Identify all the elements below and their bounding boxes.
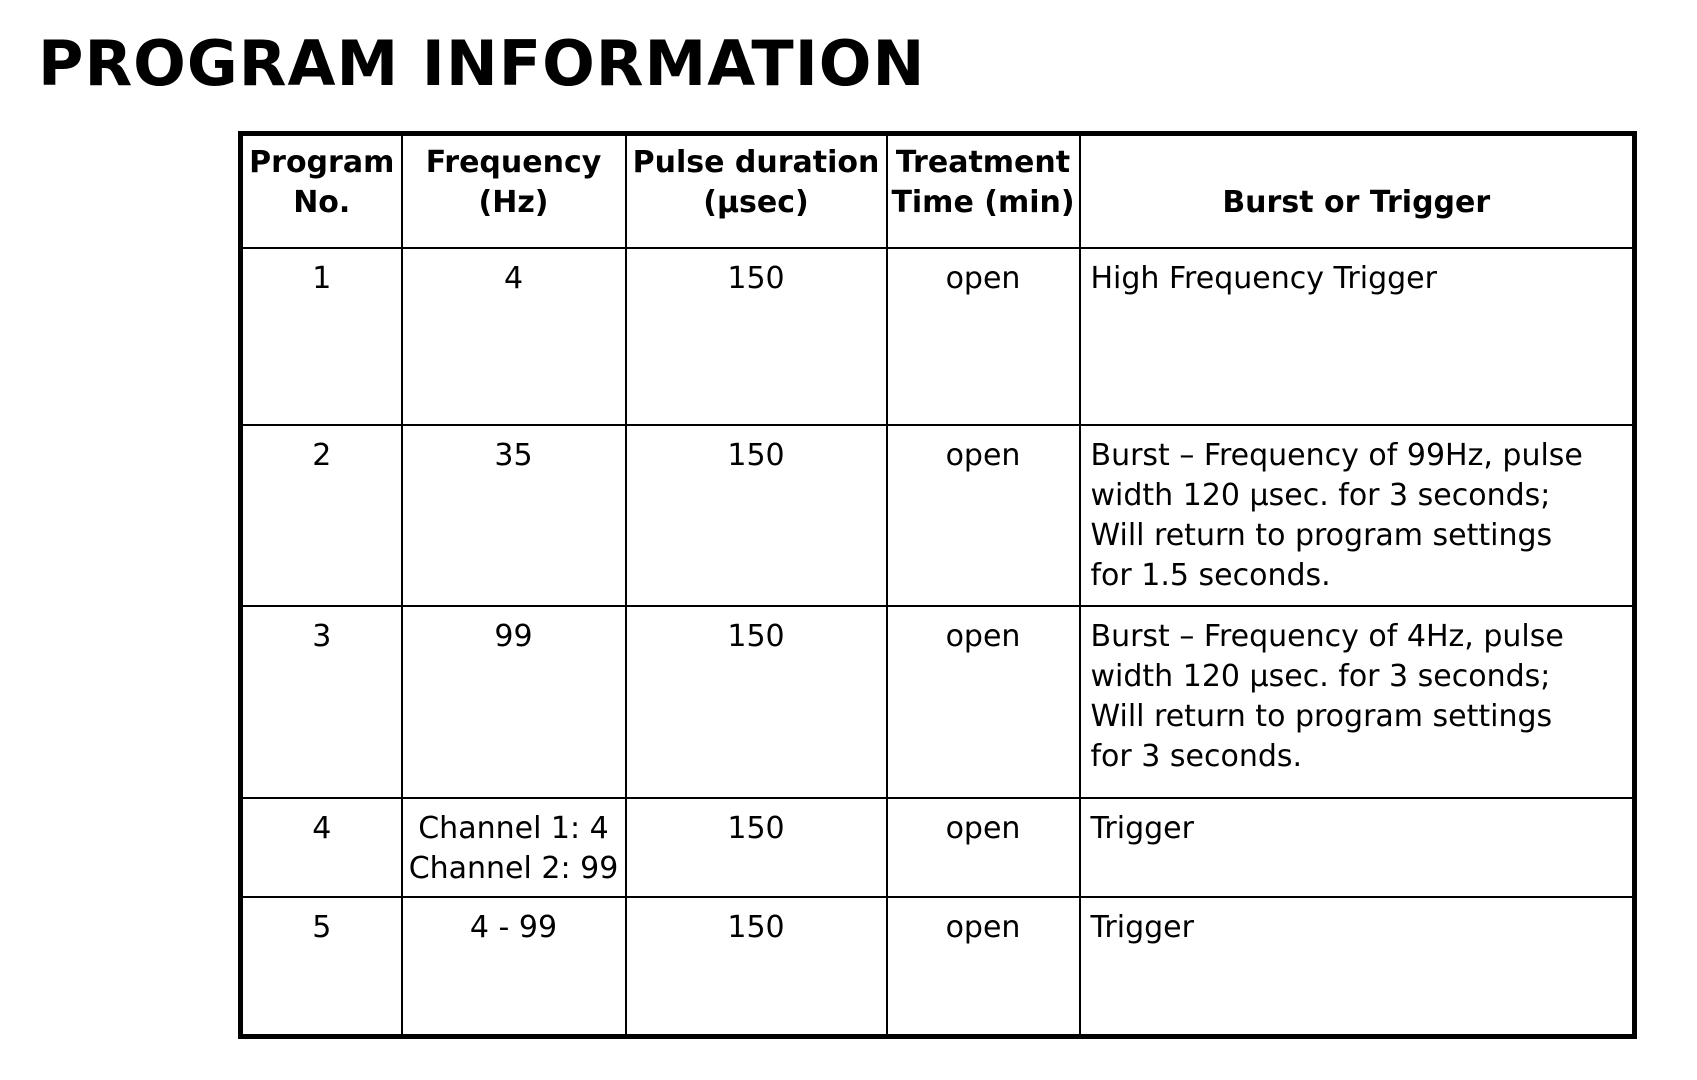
header-treatment-time bbox=[887, 134, 1080, 248]
frequency-line: 4 - 99 bbox=[469, 909, 558, 945]
header-program-no-line1: Program bbox=[249, 144, 395, 180]
frequency-line: 99 bbox=[494, 618, 533, 654]
table-row bbox=[241, 606, 1635, 798]
header-pulse-duration-line2: (μsec) bbox=[703, 184, 809, 220]
burst-line: Will return to program settings bbox=[1090, 698, 1553, 734]
table-row bbox=[241, 248, 1635, 425]
burst-line: for 3 seconds. bbox=[1090, 738, 1303, 774]
cell-treatment-time: open bbox=[887, 425, 1080, 606]
table-row bbox=[241, 425, 1635, 606]
frequency-line: Channel 2: 99 bbox=[408, 850, 619, 886]
cell-pulse-duration: 150 bbox=[626, 248, 887, 425]
burst-line: Trigger bbox=[1090, 909, 1194, 945]
cell-frequency bbox=[402, 798, 626, 897]
page-title: PROGRAM INFORMATION bbox=[38, 27, 926, 100]
cell-pulse-duration: 150 bbox=[626, 606, 887, 798]
cell-burst-or-trigger bbox=[1080, 798, 1635, 897]
burst-line: width 120 μsec. for 3 seconds; bbox=[1090, 658, 1551, 694]
cell-frequency bbox=[402, 425, 626, 606]
frequency-line: 4 bbox=[503, 260, 524, 296]
table-row bbox=[241, 798, 1635, 897]
header-pulse-duration bbox=[626, 134, 887, 248]
cell-frequency bbox=[402, 248, 626, 425]
header-frequency-line1: Frequency bbox=[425, 144, 602, 180]
burst-line: for 1.5 seconds. bbox=[1090, 557, 1331, 593]
header-program-no-line2: No. bbox=[293, 184, 351, 220]
burst-line: Burst – Frequency of 99Hz, pulse bbox=[1090, 437, 1583, 473]
cell-frequency bbox=[402, 606, 626, 798]
cell-frequency bbox=[402, 897, 626, 1037]
table-header-row bbox=[241, 134, 1635, 248]
cell-pulse-duration: 150 bbox=[626, 897, 887, 1037]
cell-pulse-duration: 150 bbox=[626, 798, 887, 897]
header-program-no bbox=[241, 134, 402, 248]
frequency-line: Channel 1: 4 bbox=[418, 810, 609, 846]
burst-line: width 120 μsec. for 3 seconds; bbox=[1090, 477, 1551, 513]
header-treatment-time-line2: Time (min) bbox=[891, 184, 1075, 220]
header-treatment-time-line1: Treatment bbox=[895, 144, 1071, 180]
header-frequency bbox=[402, 134, 626, 248]
cell-burst-or-trigger bbox=[1080, 606, 1635, 798]
cell-treatment-time: open bbox=[887, 897, 1080, 1037]
header-burst-or-trigger-line2: Burst or Trigger bbox=[1222, 184, 1491, 220]
cell-program-no: 4 bbox=[241, 798, 402, 897]
cell-program-no: 1 bbox=[241, 248, 402, 425]
cell-program-no: 5 bbox=[241, 897, 402, 1037]
cell-treatment-time: open bbox=[887, 798, 1080, 897]
header-burst-or-trigger bbox=[1080, 134, 1635, 248]
header-frequency-line2: (Hz) bbox=[478, 184, 549, 220]
header-pulse-duration-line1: Pulse duration bbox=[632, 144, 880, 180]
burst-line: Will return to program settings bbox=[1090, 517, 1553, 553]
table-row bbox=[241, 897, 1635, 1037]
cell-program-no: 3 bbox=[241, 606, 402, 798]
cell-burst-or-trigger bbox=[1080, 425, 1635, 606]
cell-treatment-time: open bbox=[887, 606, 1080, 798]
cell-treatment-time: open bbox=[887, 248, 1080, 425]
cell-burst-or-trigger bbox=[1080, 248, 1635, 425]
cell-burst-or-trigger bbox=[1080, 897, 1635, 1037]
burst-line: Trigger bbox=[1090, 810, 1194, 846]
burst-line: High Frequency Trigger bbox=[1090, 260, 1437, 296]
cell-pulse-duration: 150 bbox=[626, 425, 887, 606]
frequency-line: 35 bbox=[494, 437, 533, 473]
burst-line: Burst – Frequency of 4Hz, pulse bbox=[1090, 618, 1564, 654]
program-table bbox=[238, 131, 1637, 1039]
cell-program-no: 2 bbox=[241, 425, 402, 606]
